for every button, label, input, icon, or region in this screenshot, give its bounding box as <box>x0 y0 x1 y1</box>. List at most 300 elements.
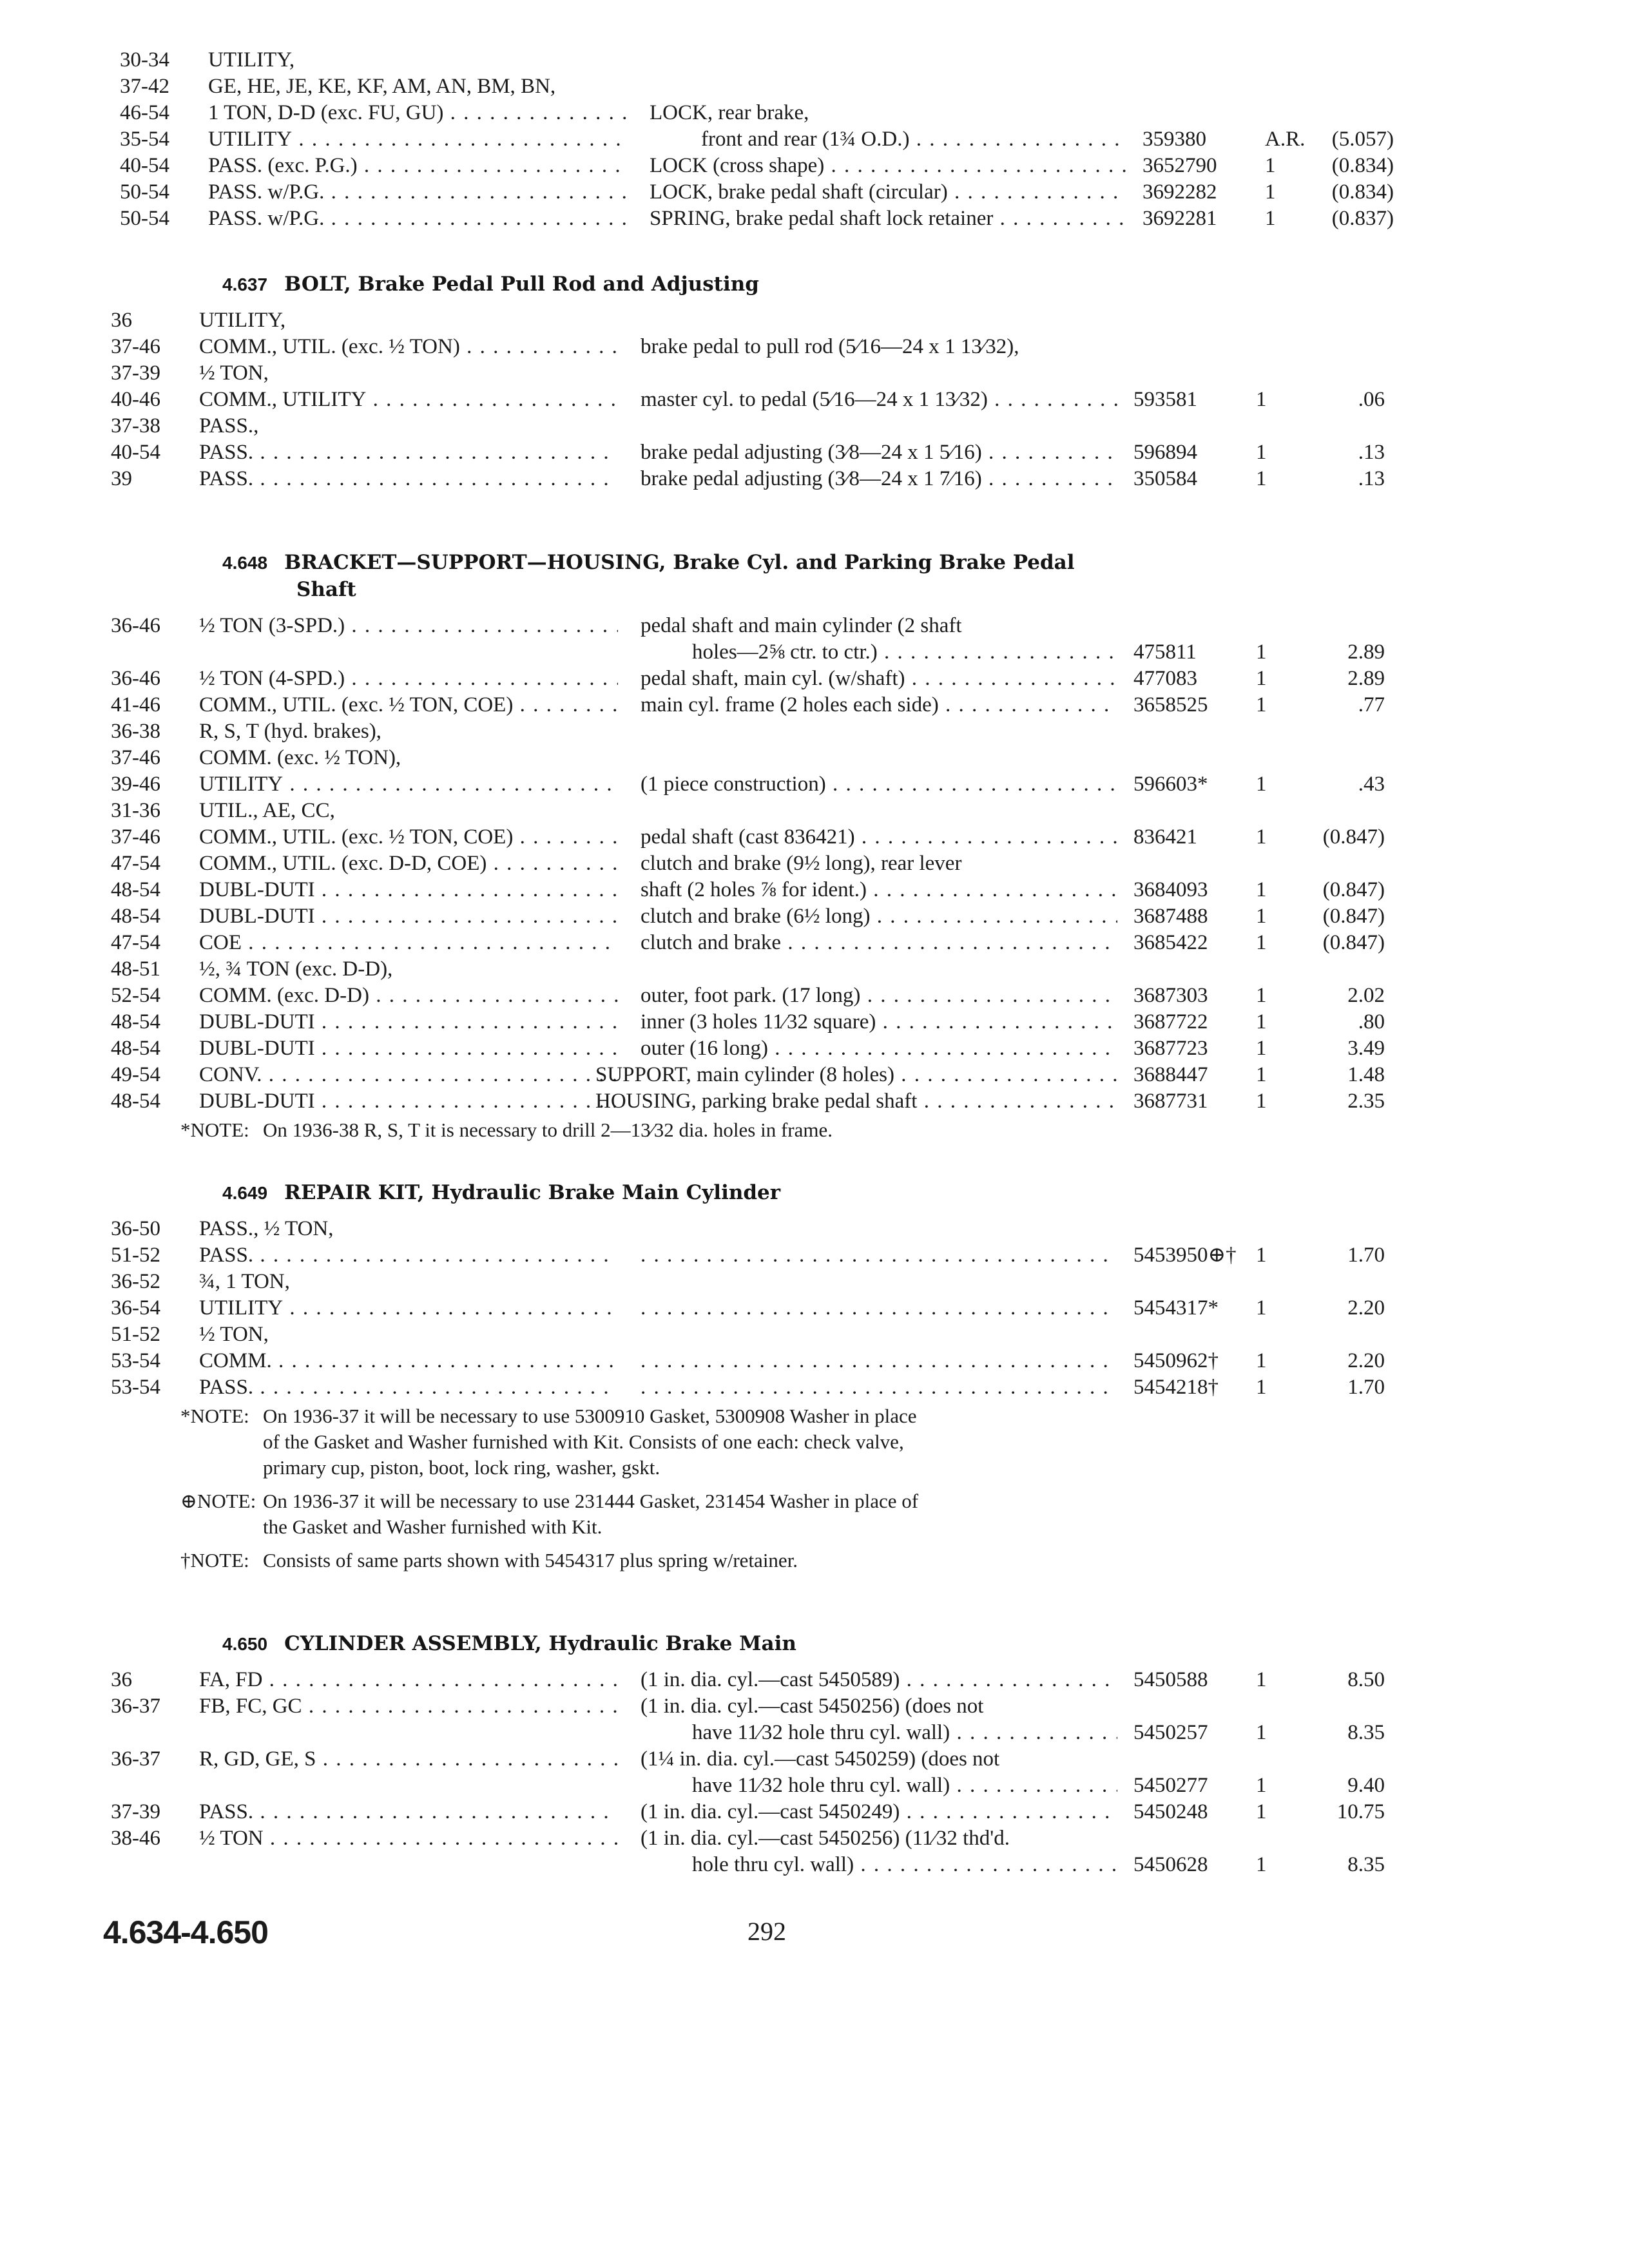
parts-row <box>0 903 1629 930</box>
model-years: 48-54 <box>111 878 160 901</box>
model-applicability <box>199 1693 618 1720</box>
parts-row <box>0 691 1629 718</box>
model-years: 39-46 <box>111 773 160 796</box>
list-price: 2.20 <box>1347 1349 1385 1372</box>
model-applicability <box>199 665 618 692</box>
model-years: 30-34 <box>120 48 169 72</box>
model-text: UTILITY, <box>208 48 295 72</box>
section-title: BRACKET—SUPPORT—HOUSING, Brake Cyl. and Parking Brake Pedal <box>284 551 1075 574</box>
part-description <box>595 1061 1117 1088</box>
model-applicability <box>199 1666 618 1693</box>
model-applicability <box>208 73 627 100</box>
description-text: SUPPORT, main cylinder (8 holes) <box>595 1063 894 1086</box>
part-description <box>641 982 1117 1009</box>
model-years: 36-37 <box>111 1695 160 1718</box>
model-applicability <box>199 718 618 745</box>
model-text: ½ TON (3-SPD.) <box>199 614 345 637</box>
part-description <box>650 99 1126 126</box>
model-years: 39 <box>111 467 132 490</box>
section-heading <box>222 549 1075 577</box>
section-heading <box>222 271 759 298</box>
model-years: 40-54 <box>111 441 160 464</box>
list-price: 2.02 <box>1347 984 1385 1007</box>
quantity: 1 <box>1256 984 1267 1007</box>
model-years: 36-50 <box>111 1217 160 1240</box>
model-years: 40-46 <box>111 388 160 411</box>
parts-row <box>0 1061 1629 1088</box>
model-text: UTILITY <box>199 773 284 796</box>
section-number: 4.649 <box>222 1183 268 1203</box>
list-price: (0.834) <box>1331 180 1394 204</box>
part-description <box>641 850 1117 877</box>
parts-row <box>0 982 1629 1009</box>
part-number: 836421 <box>1133 825 1197 849</box>
part-number: 593581 <box>1133 388 1197 411</box>
model-years: 50-54 <box>120 180 169 204</box>
description-text: HOUSING, parking brake pedal shaft <box>595 1090 918 1113</box>
footnote-line: On 1936-37 it will be necessary to use 231444 Gasket, 231454 Washer in place of <box>263 1490 919 1512</box>
model-years: 37-46 <box>111 335 160 358</box>
list-price: (0.847) <box>1322 931 1385 954</box>
model-years: 40-54 <box>120 154 169 177</box>
parts-row <box>0 1851 1629 1878</box>
description-text: clutch and brake <box>641 931 782 954</box>
part-description <box>650 178 1126 206</box>
quantity: 1 <box>1256 1244 1267 1267</box>
part-number: 3652790 <box>1142 154 1217 177</box>
parts-row <box>0 1745 1629 1773</box>
model-years: 36-38 <box>111 720 160 743</box>
part-number: 350584 <box>1133 467 1197 490</box>
model-applicability <box>199 1268 618 1295</box>
list-price: (5.057) <box>1331 128 1394 151</box>
footnote-line: of the Gasket and Washer furnished with Kit. Consists of one each: check valve, <box>263 1430 904 1453</box>
model-years: 35-54 <box>120 128 169 151</box>
list-price: (0.847) <box>1322 825 1385 849</box>
section-number: 4.650 <box>222 1634 268 1654</box>
parts-row <box>0 612 1629 639</box>
footer-section-range: 4.634-4.650 <box>103 1914 268 1950</box>
description-text: LOCK, rear brake, <box>650 101 809 124</box>
model-applicability <box>199 333 618 360</box>
quantity: 1 <box>1256 931 1267 954</box>
footnote-label: ⊕NOTE: <box>180 1490 256 1512</box>
part-description <box>641 1008 1117 1035</box>
parts-row <box>0 929 1629 956</box>
description-text: (1¼ in. dia. cyl.—cast 5450259) (does not <box>641 1747 1000 1771</box>
model-text: DUBL-DUTI <box>199 1010 315 1033</box>
part-number: 5450248 <box>1133 1800 1208 1823</box>
parts-row <box>0 1798 1629 1825</box>
model-years: 50-54 <box>120 207 169 230</box>
quantity: 1 <box>1256 825 1267 849</box>
footnote-line: On 1936-38 R, S, T it is necessary to drill 2—13⁄32 dia. holes in frame. <box>263 1119 833 1141</box>
model-text: ½ TON, <box>199 361 269 385</box>
part-number: 3684093 <box>1133 878 1208 901</box>
model-years: 37-46 <box>111 746 160 769</box>
part-description <box>641 386 1117 413</box>
quantity: 1 <box>1256 1296 1267 1320</box>
parts-row <box>0 823 1629 850</box>
footnote-line: primary cup, piston, boot, lock ring, washer, gskt. <box>263 1456 660 1479</box>
model-years: 53-54 <box>111 1376 160 1399</box>
part-description <box>641 691 1117 718</box>
model-text: UTIL., AE, CC, <box>199 799 335 822</box>
part-number: 3688447 <box>1133 1063 1208 1086</box>
model-text: PASS. w/P.G. <box>208 207 325 230</box>
model-text: R, S, T (hyd. brakes), <box>199 720 381 743</box>
quantity: A.R. <box>1265 128 1306 151</box>
model-text: UTILITY <box>208 128 293 151</box>
model-applicability <box>199 1061 618 1088</box>
quantity: 1 <box>1256 388 1267 411</box>
model-years: 37-42 <box>120 75 169 98</box>
part-number: 5450588 <box>1133 1668 1208 1691</box>
list-price: 3.49 <box>1347 1037 1385 1060</box>
description-text: master cyl. to pedal (5⁄16—24 x 1 13⁄32) <box>641 388 988 411</box>
part-description <box>650 205 1126 232</box>
list-price: (0.834) <box>1331 154 1394 177</box>
description-text: outer (16 long) <box>641 1037 768 1060</box>
model-applicability <box>208 178 627 206</box>
description-text: SPRING, brake pedal shaft lock retainer <box>650 207 994 230</box>
list-price: 1.70 <box>1347 1244 1385 1267</box>
model-years: 47-54 <box>111 931 160 954</box>
part-description <box>641 1745 1117 1773</box>
part-number: 3687722 <box>1133 1010 1208 1033</box>
model-applicability <box>199 982 618 1009</box>
parts-row <box>0 1719 1629 1746</box>
parts-row <box>0 1693 1629 1720</box>
section-title: BOLT, Brake Pedal Pull Rod and Adjusting <box>284 273 759 296</box>
footnote-line: Consists of same parts shown with 5454317 plus spring w/retainer. <box>263 1549 798 1571</box>
quantity: 1 <box>1265 207 1276 230</box>
model-applicability <box>199 823 618 850</box>
description-text: have 11⁄32 hole thru cyl. wall) <box>692 1721 950 1744</box>
description-text: brake pedal to pull rod (5⁄16—24 x 1 13⁄32), <box>641 335 1019 358</box>
model-text: ½ TON (4-SPD.) <box>199 667 345 690</box>
parts-row <box>0 1772 1629 1799</box>
list-price: (0.847) <box>1322 905 1385 928</box>
quantity: 1 <box>1265 154 1276 177</box>
model-text: PASS. <box>199 467 254 490</box>
model-text: FB, FC, GC <box>199 1695 302 1718</box>
list-price: 2.89 <box>1347 667 1385 690</box>
parts-row <box>0 152 1629 179</box>
parts-row <box>0 1666 1629 1693</box>
part-number: 3687303 <box>1133 984 1208 1007</box>
parts-row <box>0 205 1629 232</box>
part-description <box>641 1035 1117 1062</box>
parts-row <box>0 46 1629 73</box>
model-text: PASS., <box>199 414 259 437</box>
section-number: 4.648 <box>222 553 268 573</box>
quantity: 1 <box>1256 667 1267 690</box>
footnote-label: †NOTE: <box>180 1549 249 1571</box>
model-text: 1 TON, D-D (exc. FU, GU) <box>208 101 444 124</box>
quantity: 1 <box>1256 1774 1267 1797</box>
description-text: pedal shaft and main cylinder (2 shaft <box>641 614 962 637</box>
model-applicability <box>208 99 627 126</box>
description-text: (1 piece construction) <box>641 773 826 796</box>
model-years: 47-54 <box>111 852 160 875</box>
description-text: pedal shaft, main cyl. (w/shaft) <box>641 667 905 690</box>
model-text: COMM., UTIL. (exc. ½ TON) <box>199 335 460 358</box>
model-years: 36 <box>111 1668 132 1691</box>
part-description <box>641 333 1117 360</box>
page-number: 292 <box>747 1917 786 1946</box>
model-text: COE <box>199 931 242 954</box>
model-text: COMM., UTILITY <box>199 388 367 411</box>
model-text: COMM. (exc. ½ TON), <box>199 746 401 769</box>
part-number: 3692281 <box>1142 207 1217 230</box>
description-text: clutch and brake (6½ long) <box>641 905 871 928</box>
model-applicability <box>199 1088 618 1115</box>
description-text: inner (3 holes 11⁄32 square) <box>641 1010 876 1033</box>
model-years: 53-54 <box>111 1349 160 1372</box>
section-number: 4.637 <box>222 274 268 294</box>
description-text: have 11⁄32 hole thru cyl. wall) <box>692 1774 950 1797</box>
model-applicability <box>199 1294 618 1321</box>
description-text: main cyl. frame (2 holes each side) <box>641 693 939 716</box>
footnote-label: *NOTE: <box>180 1119 249 1141</box>
model-years: 41-46 <box>111 693 160 716</box>
model-applicability <box>199 1798 618 1825</box>
model-years: 37-38 <box>111 414 160 437</box>
quantity: 1 <box>1256 467 1267 490</box>
model-text: DUBL-DUTI <box>199 1090 315 1113</box>
parts-row <box>0 771 1629 798</box>
model-text: DUBL-DUTI <box>199 905 315 928</box>
list-price: 8.50 <box>1347 1668 1385 1691</box>
list-price: 1.48 <box>1347 1063 1385 1086</box>
list-price: .13 <box>1358 467 1385 490</box>
description-text: holes—2⅝ ctr. to ctr.) <box>692 640 878 664</box>
part-description <box>641 1374 1117 1401</box>
parts-row <box>0 1268 1629 1295</box>
list-price: 1.70 <box>1347 1376 1385 1399</box>
model-applicability <box>199 876 618 903</box>
model-years: 38-46 <box>111 1827 160 1850</box>
parts-row <box>0 1035 1629 1062</box>
model-years: 36-46 <box>111 614 160 637</box>
part-number: 3687723 <box>1133 1037 1208 1060</box>
parts-row <box>0 1008 1629 1035</box>
model-years: 31-36 <box>111 799 160 822</box>
model-applicability <box>199 1745 618 1773</box>
part-number: 5450257 <box>1133 1721 1208 1744</box>
model-applicability <box>199 1374 618 1401</box>
parts-row <box>0 797 1629 824</box>
quantity: 1 <box>1256 905 1267 928</box>
model-applicability <box>199 1347 618 1374</box>
description-text: LOCK, brake pedal shaft (circular) <box>650 180 948 204</box>
model-text: COMM., UTIL. (exc. D-D, COE) <box>199 852 487 875</box>
model-years: 51-52 <box>111 1323 160 1346</box>
model-applicability <box>199 850 618 877</box>
description-text: (1 in. dia. cyl.—cast 5450256) (does not <box>641 1695 984 1718</box>
model-years: 46-54 <box>120 101 169 124</box>
list-price: (0.837) <box>1331 207 1394 230</box>
parts-row <box>0 360 1629 387</box>
model-years: 52-54 <box>111 984 160 1007</box>
model-text: COMM. (exc. D-D) <box>199 984 369 1007</box>
model-text: DUBL-DUTI <box>199 878 315 901</box>
part-description <box>692 1851 1117 1878</box>
parts-row <box>0 126 1629 153</box>
model-years: 36-46 <box>111 667 160 690</box>
model-text: PASS. <box>199 1244 254 1267</box>
quantity: 1 <box>1256 1376 1267 1399</box>
description-text: brake pedal adjusting (3⁄8—24 x 1 5⁄16) <box>641 441 982 464</box>
list-price: (0.847) <box>1322 878 1385 901</box>
part-number: 3685422 <box>1133 931 1208 954</box>
part-number: 5454317* <box>1133 1296 1219 1320</box>
part-number: 3658525 <box>1133 693 1208 716</box>
model-applicability <box>199 1008 618 1035</box>
quantity: 1 <box>1265 180 1276 204</box>
list-price: 10.75 <box>1336 1800 1385 1823</box>
parts-row <box>0 386 1629 413</box>
footnote-label: *NOTE: <box>180 1405 249 1427</box>
quantity: 1 <box>1256 640 1267 664</box>
section-title-continued: Shaft <box>296 578 356 601</box>
part-description <box>641 665 1117 692</box>
part-number: 596894 <box>1133 441 1197 464</box>
model-years: 51-52 <box>111 1244 160 1267</box>
model-text: PASS. <box>199 1800 254 1823</box>
list-price: .43 <box>1358 773 1385 796</box>
model-text: FA, FD <box>199 1668 263 1691</box>
quantity: 1 <box>1256 1010 1267 1033</box>
quantity: 1 <box>1256 1063 1267 1086</box>
part-description <box>641 1347 1117 1374</box>
list-price: 2.35 <box>1347 1090 1385 1113</box>
part-description <box>641 1693 1117 1720</box>
list-price: .13 <box>1358 441 1385 464</box>
quantity: 1 <box>1256 441 1267 464</box>
part-number: 475811 <box>1133 640 1197 664</box>
section-heading <box>222 1630 796 1658</box>
model-applicability <box>199 612 618 639</box>
part-description <box>595 1088 1117 1115</box>
description-text: pedal shaft (cast 836421) <box>641 825 855 849</box>
part-description <box>641 439 1117 466</box>
list-price: 9.40 <box>1347 1774 1385 1797</box>
parts-row <box>0 1374 1629 1401</box>
model-text: DUBL-DUTI <box>199 1037 315 1060</box>
footnote-line: the Gasket and Washer furnished with Kit. <box>263 1515 602 1538</box>
model-applicability <box>199 956 618 983</box>
part-number: 5453950⊕† <box>1133 1244 1237 1267</box>
section-title: CYLINDER ASSEMBLY, Hydraulic Brake Main <box>284 1632 796 1655</box>
part-description <box>641 903 1117 930</box>
part-description <box>650 152 1126 179</box>
parts-row <box>0 1215 1629 1242</box>
part-description <box>692 1772 1117 1799</box>
model-years: 48-54 <box>111 1037 160 1060</box>
parts-row <box>0 744 1629 771</box>
model-years: 37-39 <box>111 361 160 385</box>
part-description <box>641 823 1117 850</box>
model-applicability <box>199 903 618 930</box>
model-years: 37-46 <box>111 825 160 849</box>
model-applicability <box>199 465 618 492</box>
part-number: 3687731 <box>1133 1090 1208 1113</box>
model-text: ½ TON <box>199 1827 264 1850</box>
model-years: 48-54 <box>111 1090 160 1113</box>
list-price: 2.20 <box>1347 1296 1385 1320</box>
model-years: 48-54 <box>111 1010 160 1033</box>
parts-row <box>0 850 1629 877</box>
model-applicability <box>199 744 618 771</box>
parts-row <box>0 718 1629 745</box>
quantity: 1 <box>1256 1349 1267 1372</box>
model-years: 49-54 <box>111 1063 160 1086</box>
model-text: ¾, 1 TON, <box>199 1270 290 1293</box>
parts-row <box>0 1242 1629 1269</box>
part-description <box>701 126 1126 153</box>
model-applicability <box>199 360 618 387</box>
part-description <box>641 1242 1117 1269</box>
part-description <box>641 1294 1117 1321</box>
model-years: 36-37 <box>111 1747 160 1771</box>
quantity: 1 <box>1256 1853 1267 1876</box>
footnote-line: On 1936-37 it will be necessary to use 5300910 Gasket, 5300908 Washer in place <box>263 1405 917 1427</box>
model-years: 48-51 <box>111 957 160 981</box>
model-applicability <box>199 691 618 718</box>
section-heading <box>222 1179 780 1207</box>
model-text: UTILITY, <box>199 309 286 332</box>
model-applicability <box>199 929 618 956</box>
model-text: GE, HE, JE, KE, KF, AM, AN, BM, BN, <box>208 75 556 98</box>
part-description <box>641 612 1117 639</box>
model-applicability <box>199 771 618 798</box>
quantity: 1 <box>1256 1721 1267 1744</box>
part-number: 5450962† <box>1133 1349 1219 1372</box>
model-text: COMM., UTIL. (exc. ½ TON, COE) <box>199 693 514 716</box>
parts-row <box>0 307 1629 334</box>
part-number: 3687488 <box>1133 905 1208 928</box>
list-price: .80 <box>1358 1010 1385 1033</box>
description-text: shaft (2 holes ⅞ for ident.) <box>641 878 867 901</box>
parts-row <box>0 333 1629 360</box>
part-description <box>641 771 1117 798</box>
model-applicability <box>208 152 627 179</box>
part-number: 3692282 <box>1142 180 1217 204</box>
model-applicability <box>199 1215 618 1242</box>
part-description <box>641 929 1117 956</box>
model-applicability <box>199 412 618 439</box>
parts-row <box>0 876 1629 903</box>
parts-row <box>0 99 1629 126</box>
parts-row <box>0 178 1629 206</box>
quantity: 1 <box>1256 1668 1267 1691</box>
list-price: 8.35 <box>1347 1853 1385 1876</box>
parts-row <box>0 639 1629 666</box>
model-applicability <box>199 1825 618 1852</box>
parts-row <box>0 1347 1629 1374</box>
model-text: PASS. <box>199 1376 254 1399</box>
model-text: PASS. <box>199 441 254 464</box>
part-number: 359380 <box>1142 128 1206 151</box>
model-text: UTILITY <box>199 1296 284 1320</box>
quantity: 1 <box>1256 1037 1267 1060</box>
parts-row <box>0 1825 1629 1852</box>
list-price: .06 <box>1358 388 1385 411</box>
model-applicability <box>208 46 627 73</box>
section-title: REPAIR KIT, Hydraulic Brake Main Cylinder <box>284 1181 781 1204</box>
